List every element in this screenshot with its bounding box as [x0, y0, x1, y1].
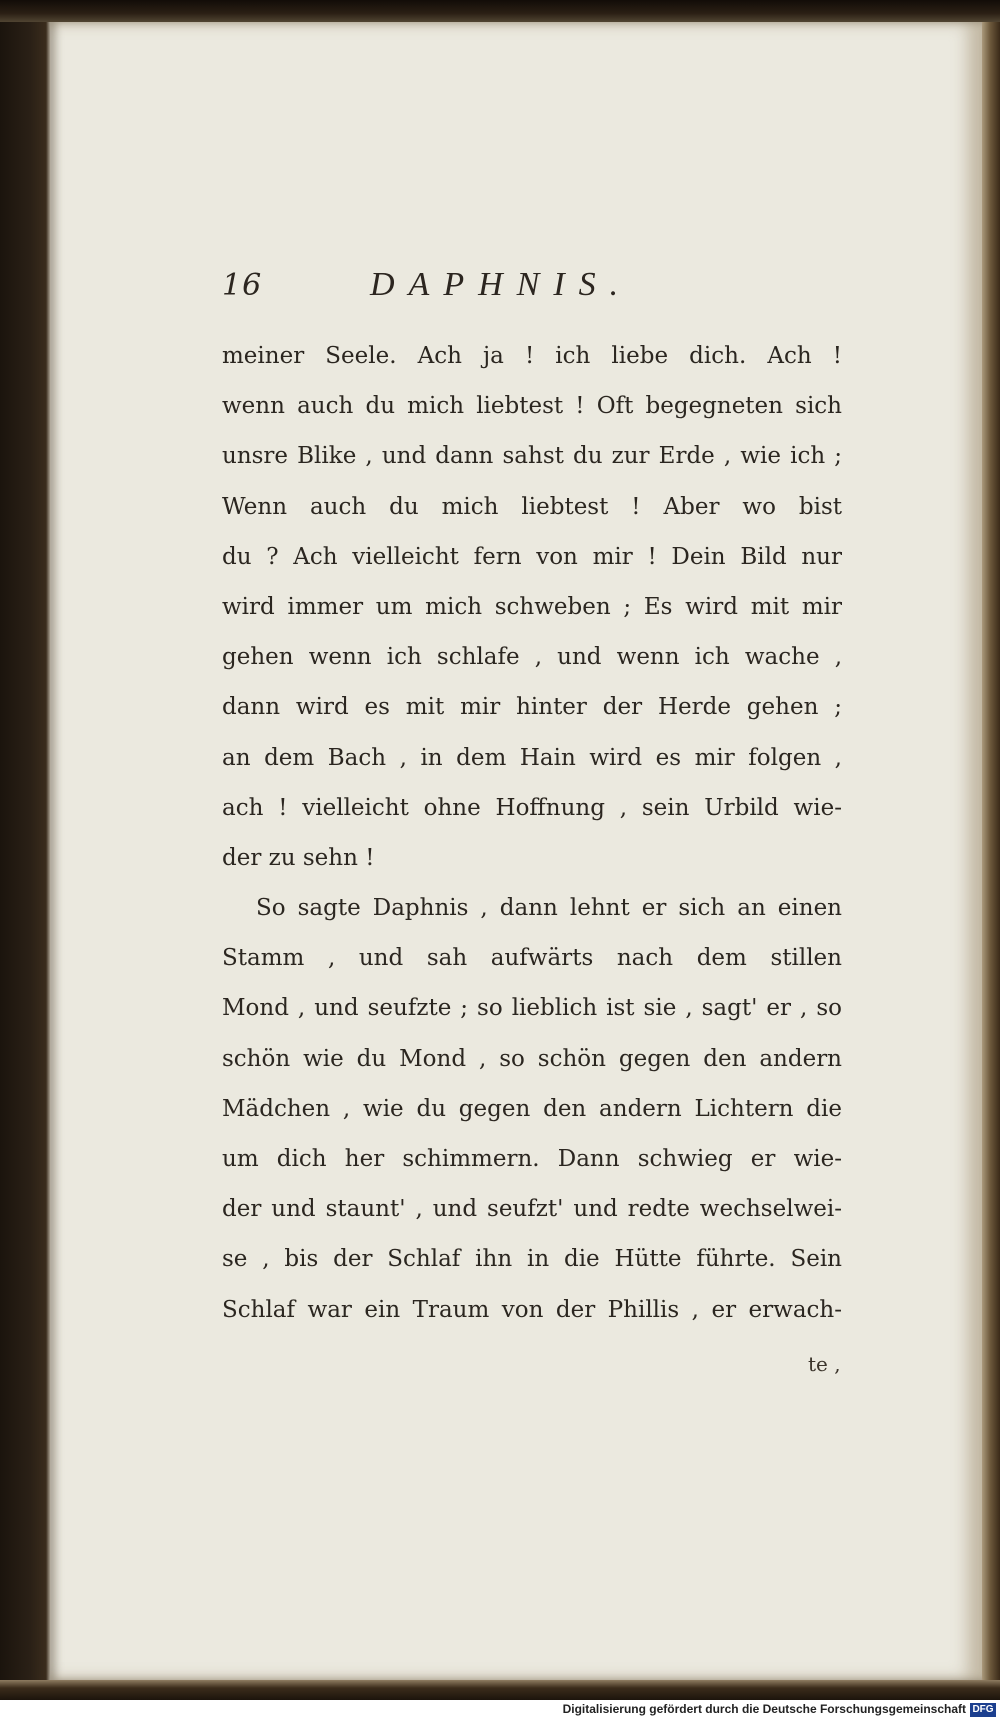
- text-line: unsre Blike , und dann sahst du zur Erde , wie ich ;: [222, 443, 842, 470]
- page-number: 16: [222, 268, 263, 303]
- running-head: DAPHNIS.: [370, 266, 633, 303]
- body-text: [222, 331, 842, 1335]
- catchword: te ,: [808, 1352, 841, 1376]
- text-line: ach ! vielleicht ohne Hoffnung , sein Urbild wie-: [222, 794, 842, 821]
- text-line: dann wird es mit mir hinter der Herde gehen ;: [222, 694, 842, 721]
- text-line: Wenn auch du mich liebtest ! Aber wo bist: [222, 493, 842, 520]
- text-line: wenn auch du mich liebtest ! Oft begegneten sich: [222, 393, 842, 420]
- text-line: Schlaf war ein Traum von der Phillis , er erwach-: [222, 1296, 842, 1323]
- text-line: Stamm , und sah aufwärts nach dem stillen: [222, 945, 842, 972]
- text-line: Mond , und seufzte ; so lieblich ist sie , sagt' er , so: [222, 995, 842, 1022]
- dfg-logo: DFG: [970, 1703, 996, 1717]
- text-line: se , bis der Schlaf ihn in die Hütte führte. Sein: [222, 1246, 842, 1273]
- text-line: gehen wenn ich schlafe , und wenn ich wache ,: [222, 644, 842, 671]
- text-line: du ? Ach vielleicht fern von mir ! Dein Bild nur: [222, 543, 842, 570]
- text-line: der und staunt' , und seufzt' und redte wechselwei-: [222, 1196, 842, 1223]
- text-line: schön wie du Mond , so schön gegen den andern: [222, 1045, 842, 1072]
- text-line: um dich her schimmern. Dann schwieg er wie-: [222, 1146, 842, 1172]
- text-line: wird immer um mich schweben ; Es wird mit mir: [222, 593, 842, 620]
- text-line: an dem Bach , in dem Hain wird es mir folgen ,: [222, 744, 842, 771]
- text-line: Mädchen , wie du gegen den andern Lichtern die: [222, 1095, 842, 1122]
- text-line: So sagte Daphnis , dann lehnt er sich an einen: [256, 895, 842, 922]
- text-line: meiner Seele. Ach ja ! ich liebe dich. Ach !: [222, 343, 842, 369]
- text-line: der zu sehn !: [222, 844, 375, 871]
- digitization-footer: [0, 1700, 1000, 1721]
- book-top-edge: [0, 0, 1000, 22]
- funding-credit: Digitalisierung gefördert durch die Deutsche Forschungsgemeinschaft: [562, 1702, 966, 1716]
